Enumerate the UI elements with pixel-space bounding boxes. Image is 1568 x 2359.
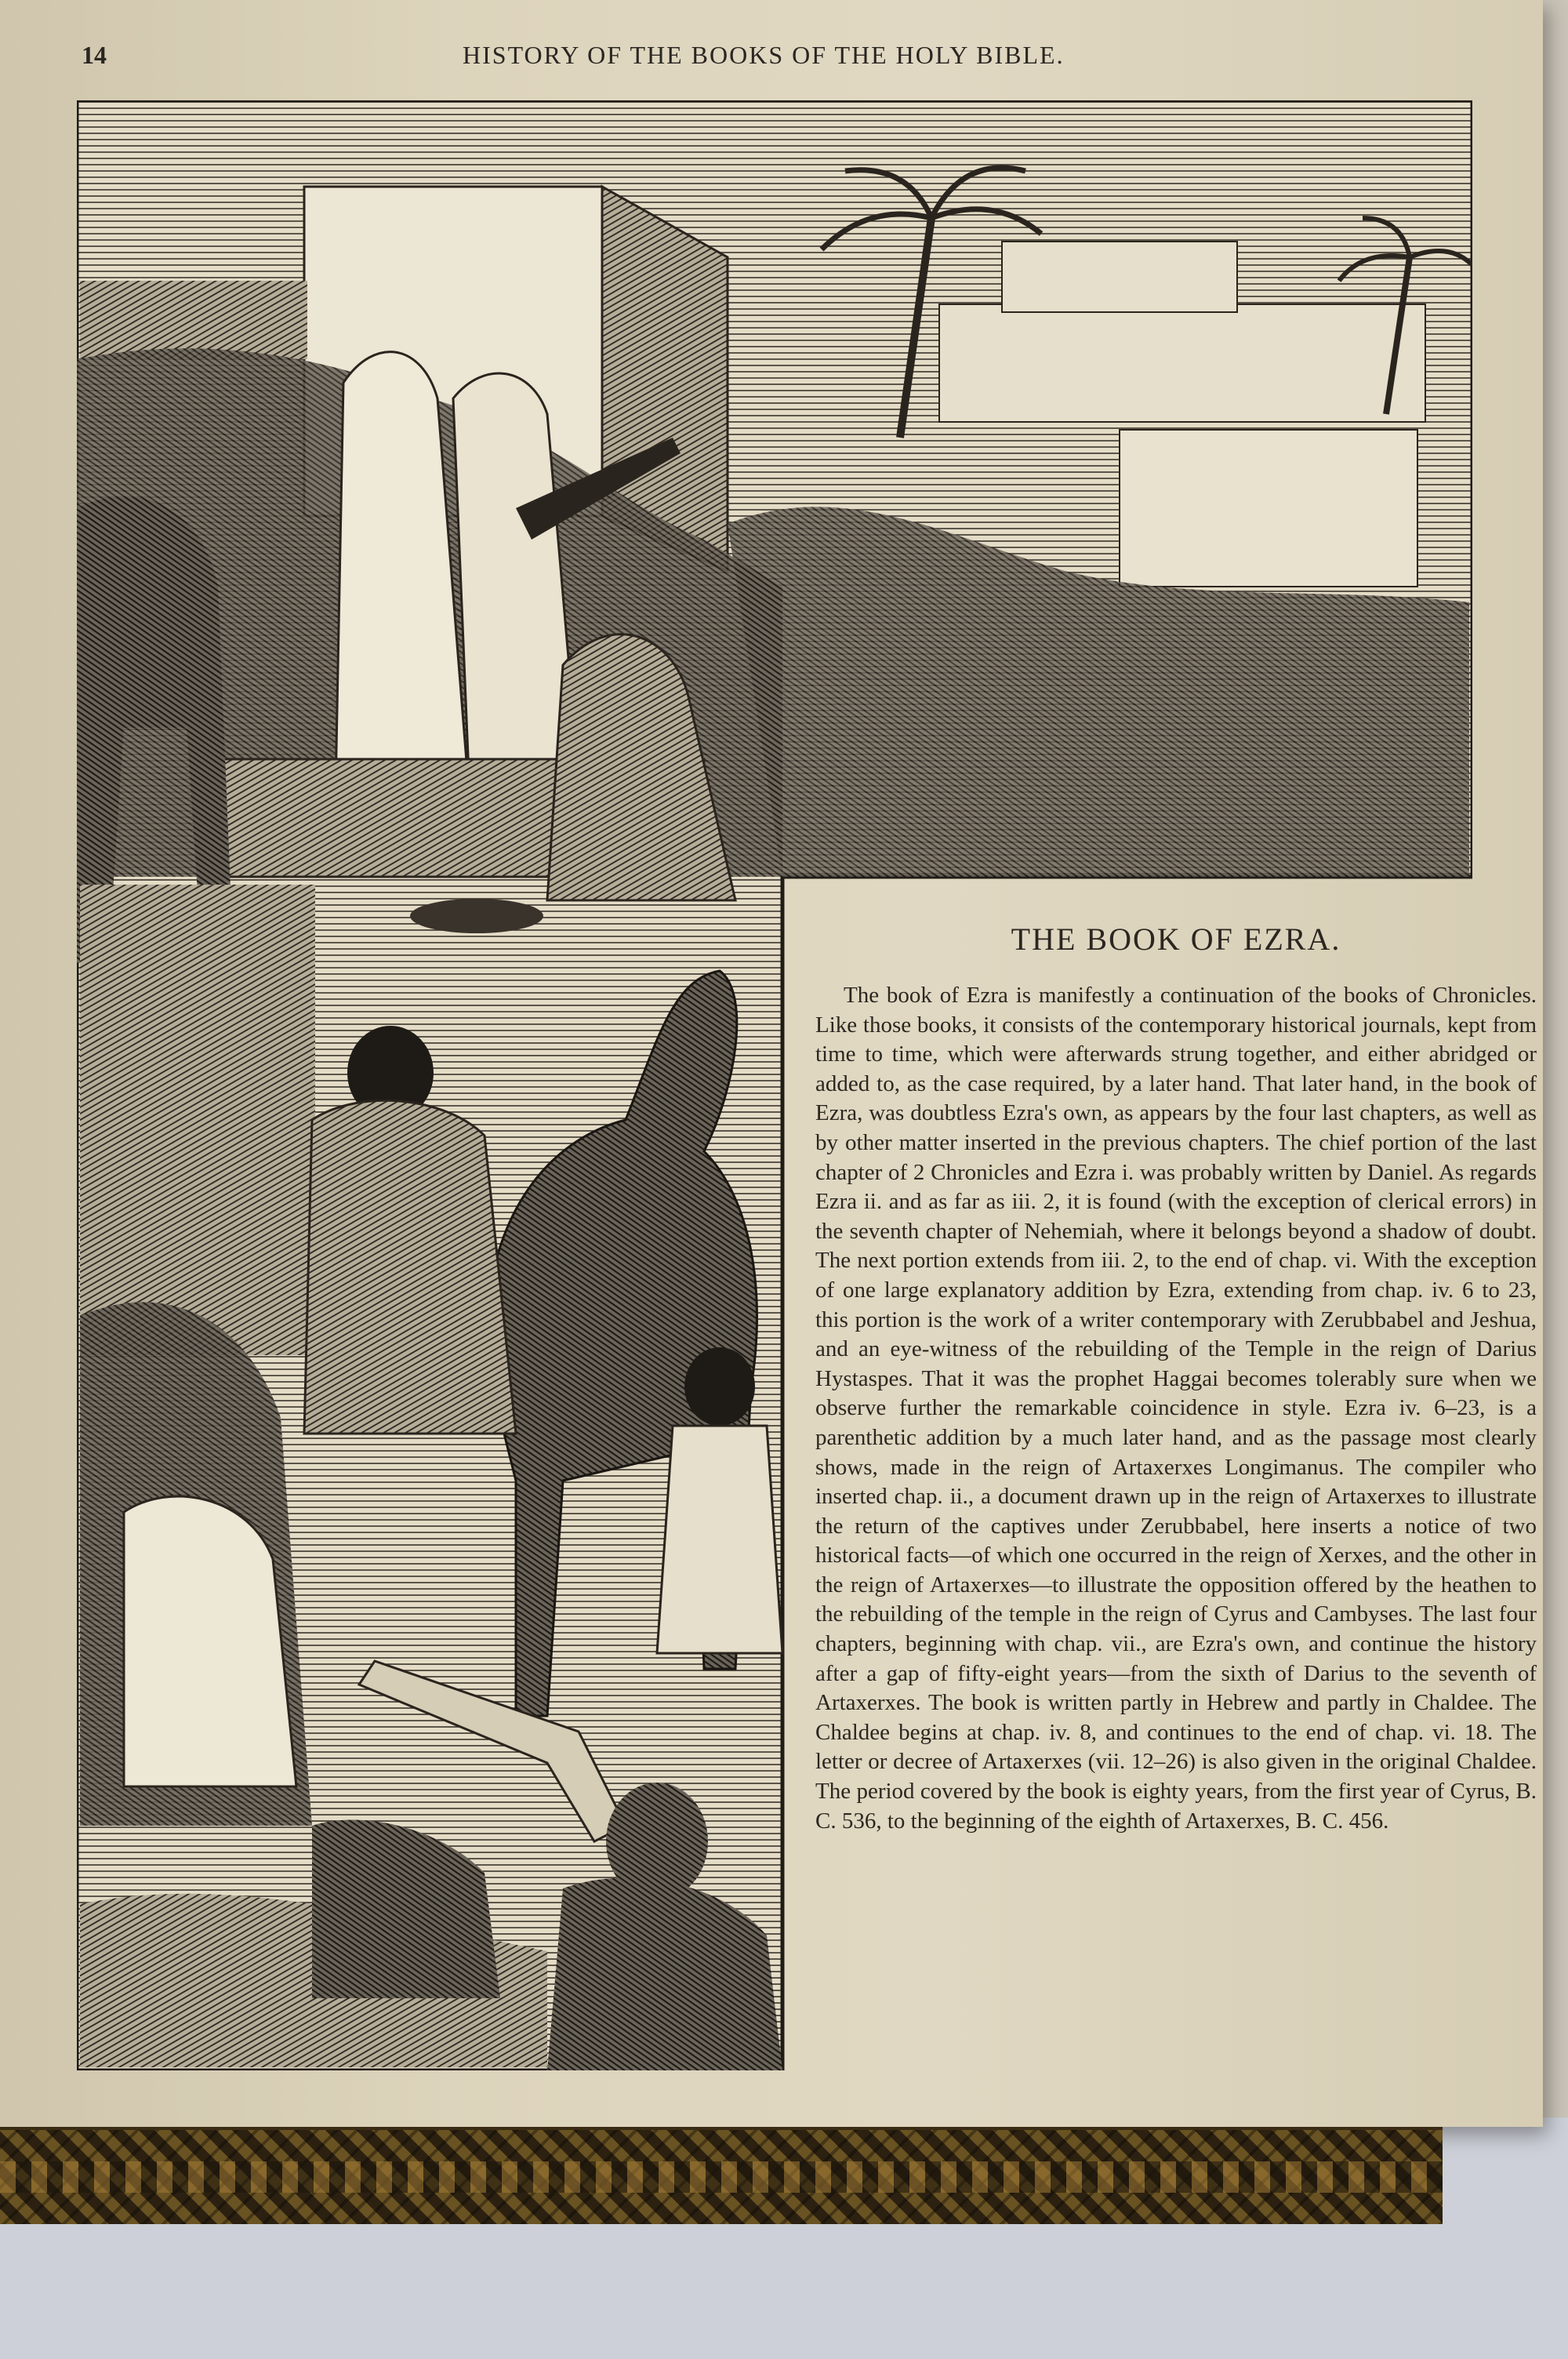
book-binding-edge — [0, 2127, 1443, 2224]
running-head: HISTORY OF THE BOOKS OF THE HOLY BIBLE. — [463, 41, 1065, 69]
chapter-title: THE BOOK OF EZRA. — [1011, 921, 1341, 957]
article-body: The book of Ezra is manifestly a continuation of the books of Chronicles. Like those books, it consists of the contemporary historical journals, kept from time to time, which were afterwards strung together, and either abridged or added to, as the case required, by a later hand. That later hand, in the book of Ezra, was doubtless Ezra's own, as appears by the four last chapters, as well as by other matter inserted in the previous chapters. The chief portion of the last chapter of 2 Chronicles and Ezra i. was probably written by Daniel. As regards Ezra ii. and as far as iii. 2, it is found (with the exception of clerical errors) in the seventh chapter of Nehemiah, where it belongs beyond a shadow of doubt. The next portion extends from iii. 2, to the end of chap. vi. With the exception of one large explanatory addition by Ezra, extending from chap. iv. 6 to 23, this portion is the work of a writer contemporary with Zerubbabel and Jeshua, and an eye-witness of the rebuilding of the Temple in the reign of Darius Hystaspes. That it was the prophet Haggai becomes tolerably sure when we observe further the remarkable coincidence in style. Ezra iv. 6–23, is a parenthetic addition by a much later hand, and as the passage most clearly shows, made in the reign of Artaxerxes Longimanus. The compiler who inserted chap. ii., a document drawn up in the reign of Artaxerxes to illustrate the return of the captives under Zerubbabel, here inserts a notice of two historical facts—of which one occurred in the reign of Xerxes, and the other in the reign of Artaxerxes—to illustrate the opposition offered by the heathen to the rebuilding of the temple in the reign of Cyrus and Cambyses. The last four chapters, beginning with chap. vii., are Ezra's own, and continue the history after a gap of fifty-eight years—from the sixth of Darius to the seventh of Artaxerxes. The book is written partly in Hebrew and partly in Chaldee. The Chaldee begins at chap. iv. 8, and continues to the end of chap. vi. 18. The letter or decree of Artaxerxes (vii. 12–26) is also given in the original Chaldee. The period covered by the book is eighty years, from the first year of Cyrus, B. C. 536, to the beginning of the eighth of Artaxerxes, B. C. 456. — [815, 983, 1537, 1834]
article-text-block — [815, 911, 1537, 2088]
page-number: 14 — [82, 41, 107, 69]
